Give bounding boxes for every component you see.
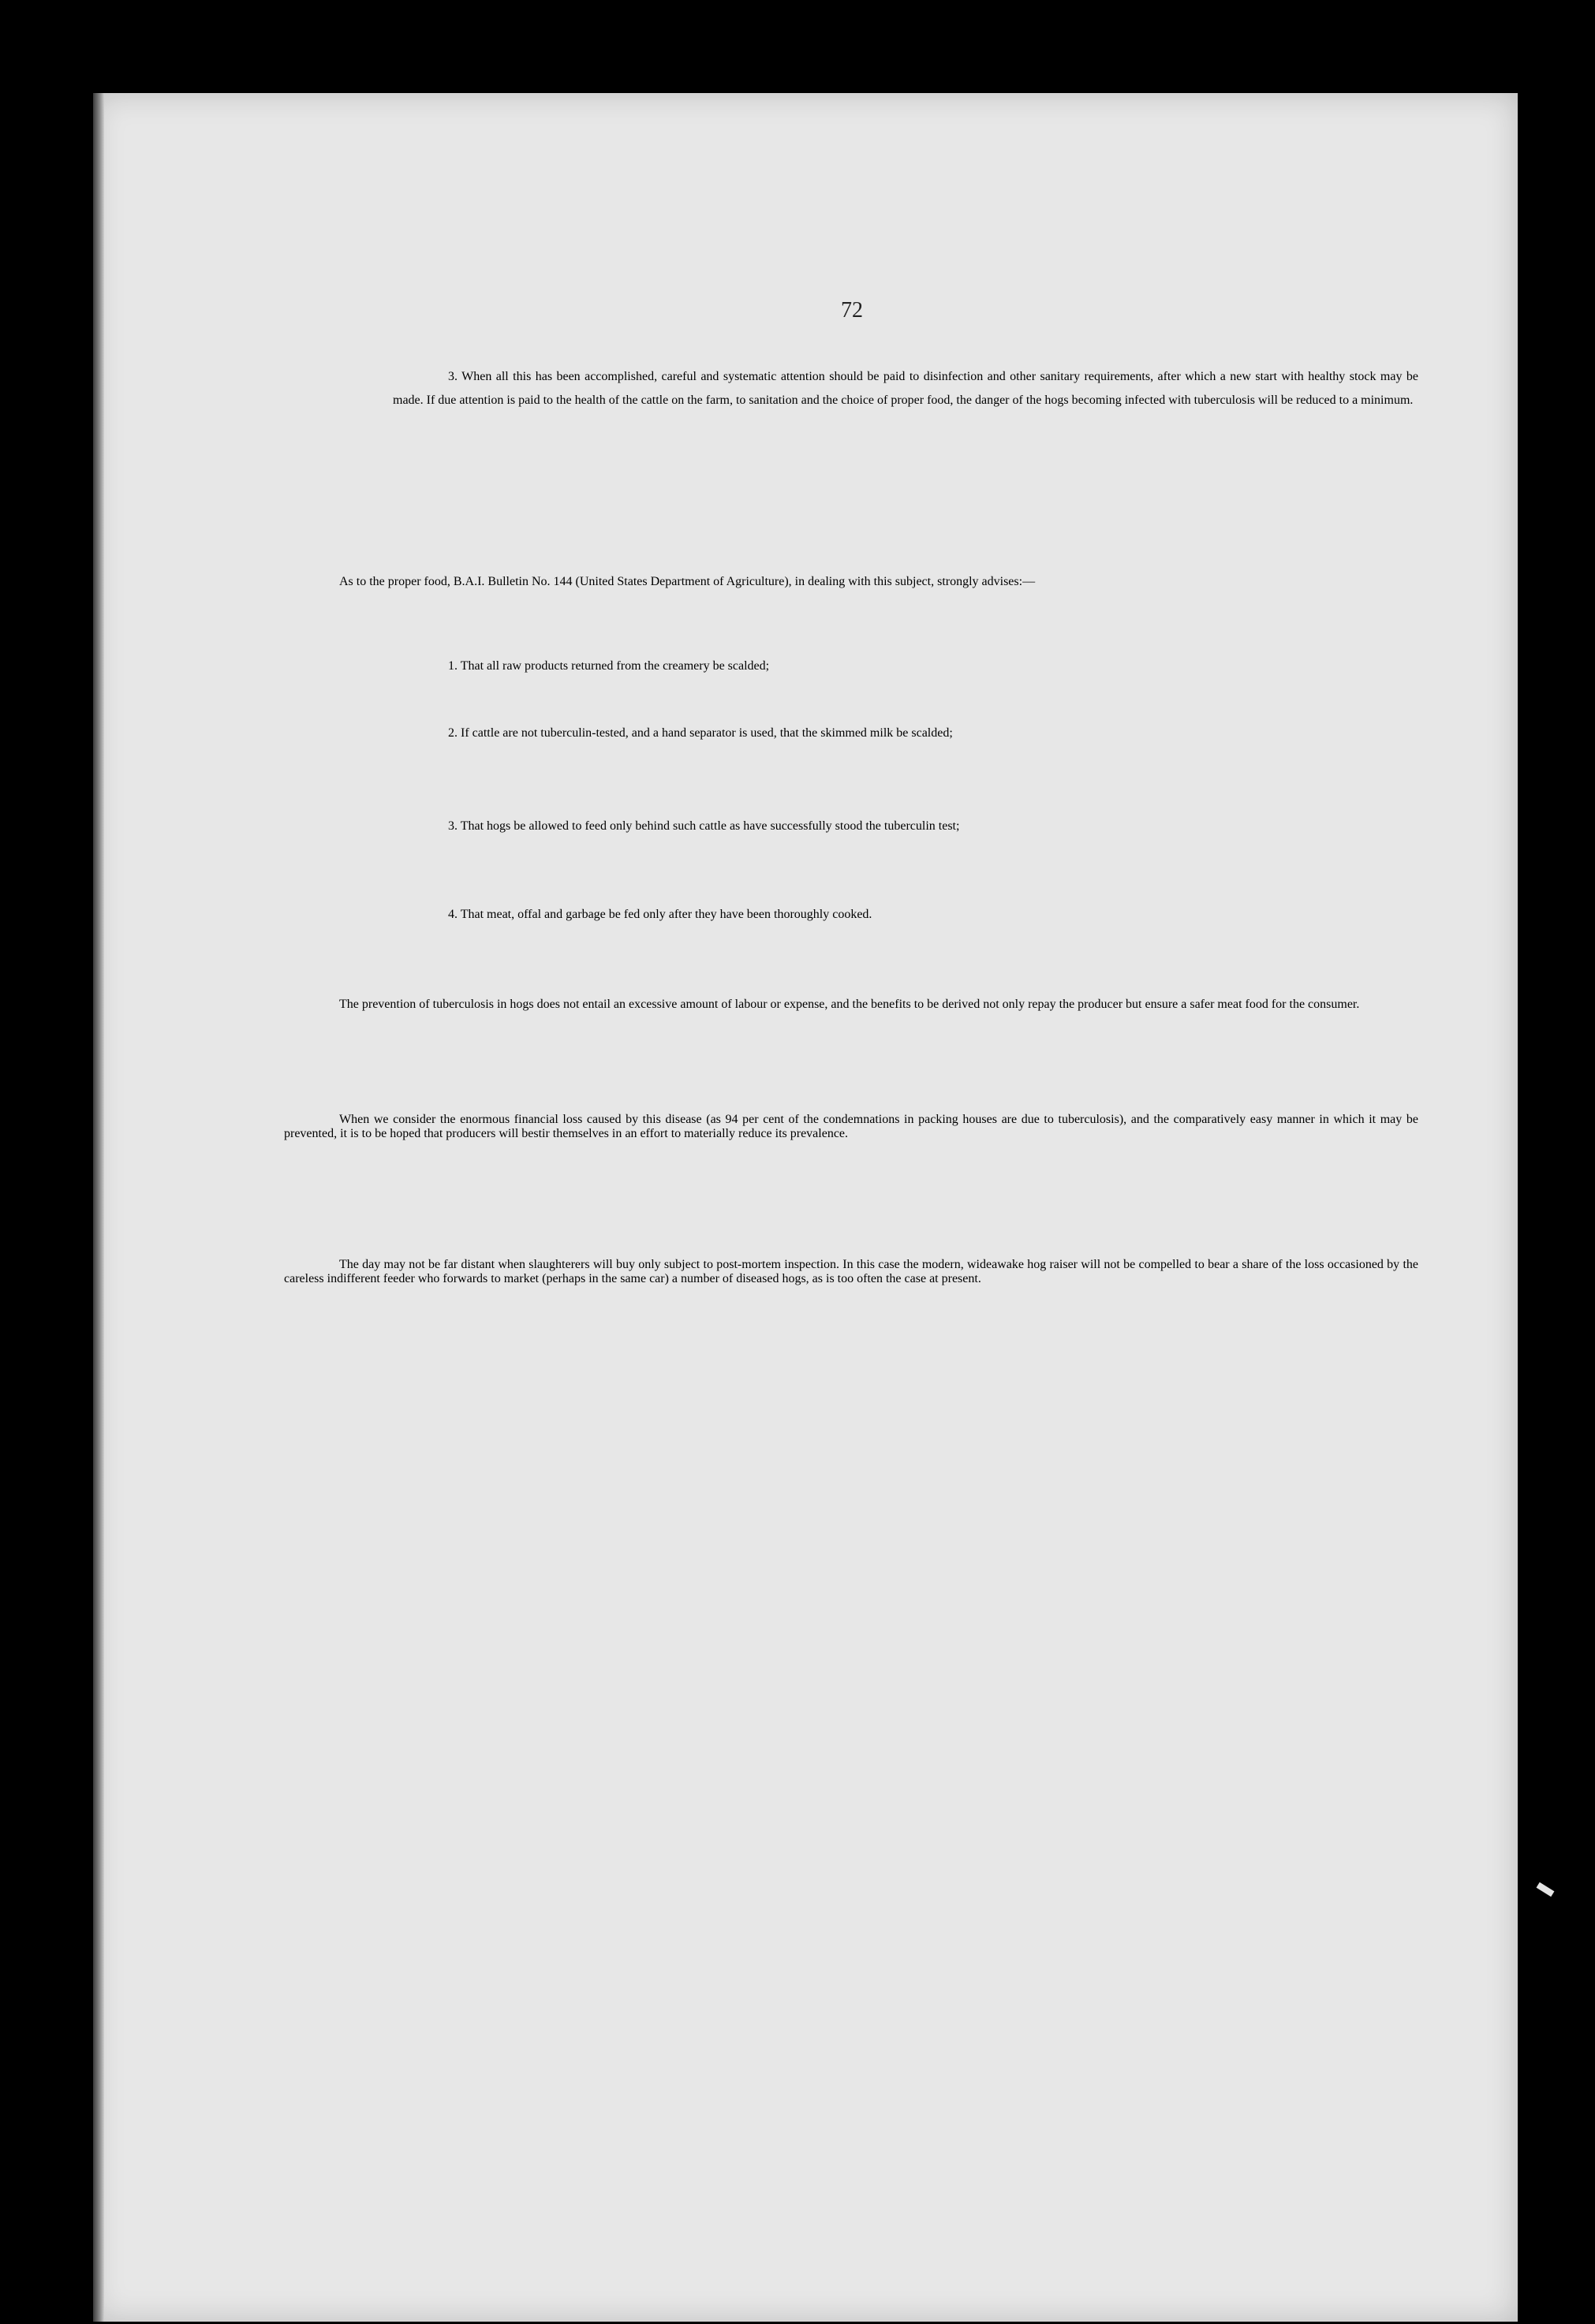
page-edge-shadow — [93, 93, 104, 2322]
page-number: 72 — [841, 298, 863, 323]
paragraph-post-mortem: The day may not be far distant when slaughterers will buy only subject to post-mortem inspection. In this case the modern, wideawake hog raiser will not be compelled to bear a share of the loss occasioned by the careless indifferent feeder who forwards to market (perhaps in the same car) a number of diseased hogs, as is too often the case at present. — [284, 1258, 1418, 1285]
paragraph-prevention: The prevention of tuberculosis in hogs does not entail an excessive amount of labour or expense, and the benefits to be derived not only repay the producer but ensure a safer meat food for the consumer. — [339, 998, 1360, 1011]
document-page — [93, 93, 1518, 2322]
list-item-1: 1. That all raw products returned from the creamery be scalded; — [448, 659, 770, 673]
list-item-2: 2. If cattle are not tuberculin-tested, and a hand separator is used, that the skimmed milk be scalded; — [448, 726, 953, 740]
paragraph-disinfection: 3. When all this has been accomplished, careful and systematic attention should be paid to disinfection and other sanitary requirements, after which a new start with healthy stock may be made. If due attention is paid to the health of the cattle on the farm, to sanitation and the choice of proper food, the danger of the hogs becoming infected with tuberculosis will be reduced to a minimum. — [393, 370, 1418, 407]
paragraph-proper-food: As to the proper food, B.A.I. Bulletin No. 144 (United States Department of Agriculture), in dealing with this subject, strongly advises:— — [339, 575, 1036, 588]
list-item-4: 4. That meat, offal and garbage be fed only after they have been thoroughly cooked. — [448, 908, 872, 921]
film-scratch-mark — [1537, 1882, 1555, 1897]
paragraph-financial-loss: When we consider the enormous financial loss caused by this disease (as 94 per cent of the condemnations in packing houses are due to tuberculosis), and the comparatively easy manner in which it may be prevented, it is to be hoped that producers will bestir themselves in an effort to materially reduce its prevalence. — [284, 1113, 1418, 1140]
list-item-3: 3. That hogs be allowed to feed only behind such cattle as have successfully stood the tuberculin test; — [448, 819, 960, 833]
